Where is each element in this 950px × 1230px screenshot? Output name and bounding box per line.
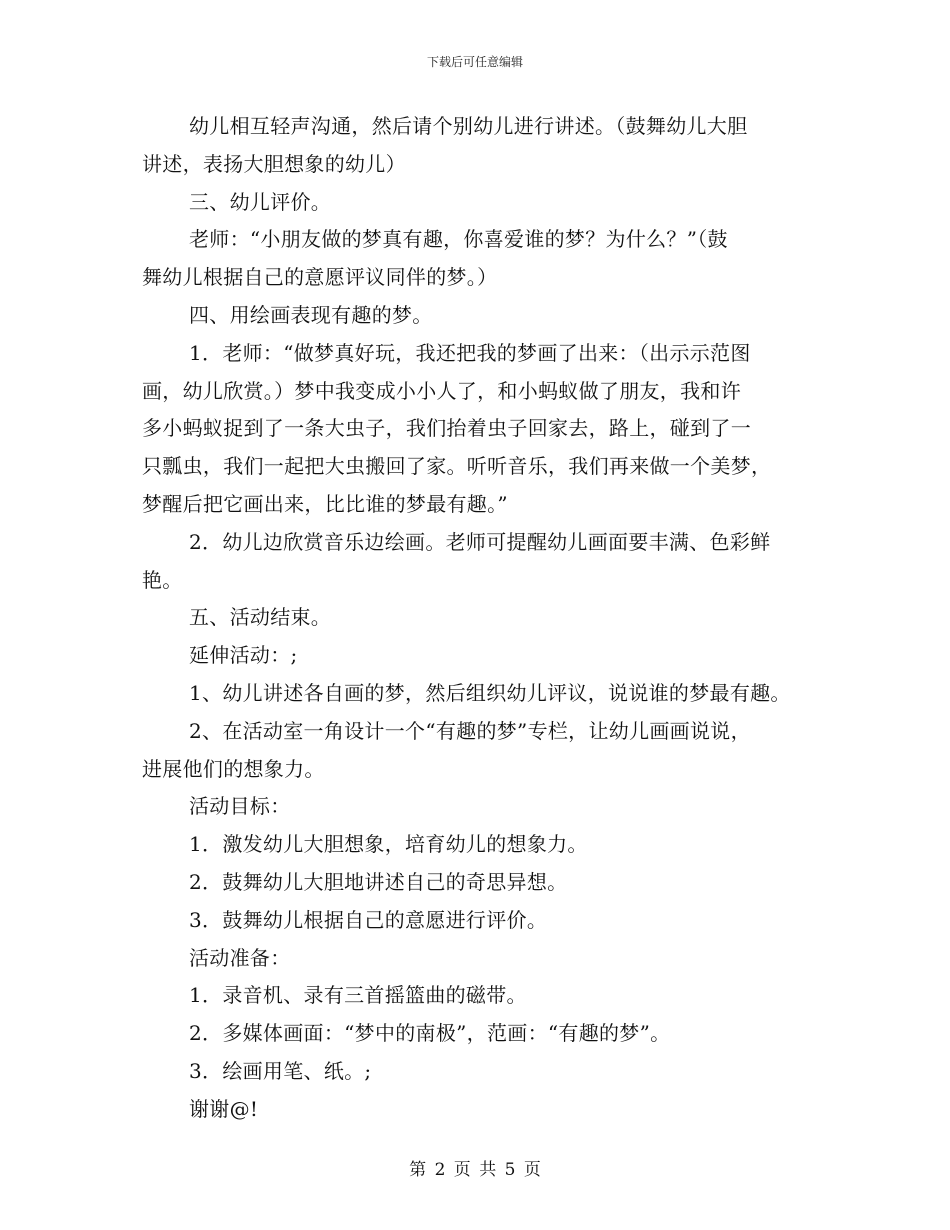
- text-line: 1．激发幼儿大胆想象，培育幼儿的想象力。: [189, 832, 588, 857]
- text-line: 2、在活动室一角设计一个“有趣的梦”专栏，让幼儿画画说说，: [189, 718, 751, 743]
- text-line: 幼儿相互轻声沟通，然后请个别幼儿进行讲述。（鼓舞幼儿大胆: [189, 114, 748, 138]
- text-line: 活动目标：: [189, 794, 291, 819]
- text-line: 讲述，表扬大胆想象的幼儿）: [142, 151, 406, 176]
- text-line: 老师：“小朋友做的梦真有趣，你喜爱谁的梦？为什么？”（鼓: [189, 227, 728, 252]
- page-header: 下载后可任意编辑: [426, 55, 523, 69]
- text-line: 舞幼儿根据自己的意愿评议同伴的梦。）: [142, 265, 498, 290]
- text-line: 画，幼儿欣赏。）梦中我变成小小人了，和小蚂蚁做了朋友，我和许: [142, 378, 741, 403]
- text-line: 1、幼儿讲述各自画的梦，然后组织幼儿评议，说说谁的梦最有趣。: [189, 680, 791, 705]
- text-line: 四、用绘画表现有趣的梦。: [189, 302, 433, 327]
- text-line: 五、活动结束。: [189, 605, 332, 630]
- text-line: 2．鼓舞幼儿大胆地讲述自己的奇思异想。: [189, 869, 568, 894]
- text-line: 进展他们的想象力。: [142, 756, 325, 781]
- text-line: 1．老师：“做梦真好玩，我还把我的梦画了出来：（出示示范图: [189, 340, 751, 365]
- text-line: 多小蚂蚁捉到了一条大虫子，我们抬着虫子回家去，路上，碰到了一: [142, 416, 751, 441]
- text-line: 只瓢虫，我们一起把大虫搬回了家。听听音乐，我们再来做一个美梦，: [142, 454, 772, 479]
- page-footer: 第 2 页 共 5 页: [409, 1160, 541, 1180]
- text-line: 延伸活动：;: [189, 643, 298, 668]
- text-line: 2．幼儿边欣赏音乐边绘画。老师可提醒幼儿画面要丰满、色彩鲜: [189, 529, 771, 554]
- text-line: 三、幼儿评价。: [189, 189, 332, 214]
- document-body: [142, 108, 822, 1129]
- text-line: 艳。: [142, 567, 183, 592]
- text-line: 2．多媒体画面：“梦中的南极”，范画：“有趣的梦”。: [189, 1021, 671, 1046]
- text-line: 活动准备：: [189, 945, 291, 970]
- text-line: 梦醒后把它画出来，比比谁的梦最有趣。”: [142, 491, 508, 516]
- text-line: 3．鼓舞幼儿根据自己的意愿进行评价。: [189, 907, 548, 932]
- text-line: 谢谢@!: [189, 1096, 259, 1121]
- text-line: 1．录音机、录有三首摇篮曲的磁带。: [189, 983, 527, 1008]
- text-line: 3．绘画用笔、纸。;: [189, 1058, 372, 1083]
